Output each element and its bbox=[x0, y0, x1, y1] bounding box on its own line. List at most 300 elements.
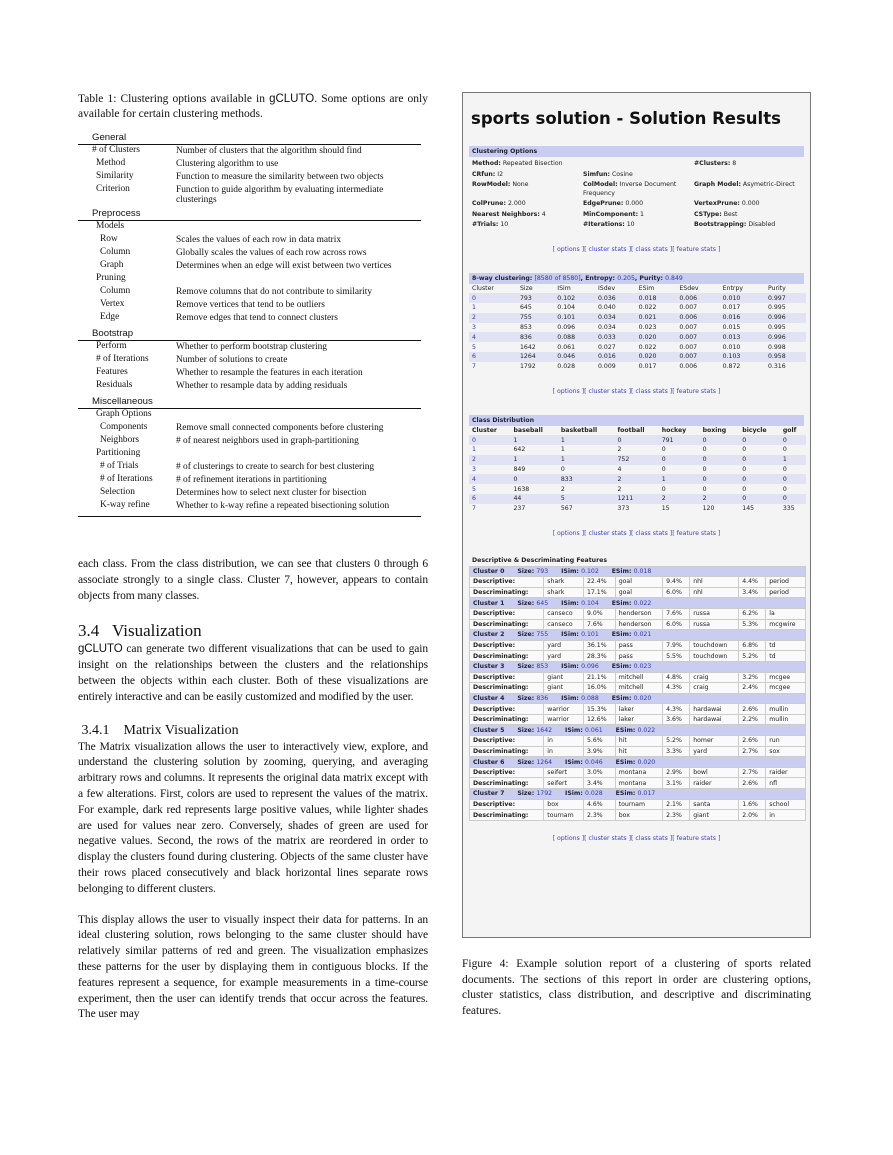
feature-row bbox=[470, 736, 806, 747]
cluster-stats-row bbox=[469, 352, 806, 362]
feature-cell: mcgee bbox=[766, 683, 806, 694]
feature-row-label: Descriminating: bbox=[470, 714, 544, 725]
feature-cell: goal bbox=[615, 577, 662, 588]
option-value: Cosine bbox=[611, 170, 633, 178]
cluster-stats-cell: 0.036 bbox=[595, 293, 636, 303]
feature-cell: in bbox=[544, 736, 584, 747]
class-distribution-cell: 0 bbox=[782, 485, 787, 493]
option-description bbox=[176, 409, 421, 422]
feature-cluster-summary: Cluster 5 Size: 1642 ISim: 0.061 ESim: 0.022 bbox=[470, 725, 806, 736]
cluster-stats-row bbox=[469, 342, 806, 352]
table-row bbox=[78, 409, 421, 422]
cluster-stats-header-row bbox=[469, 284, 806, 294]
feature-row-label: Descriptive: bbox=[470, 608, 544, 619]
feature-cell: 2.0% bbox=[739, 810, 766, 821]
class-distribution-cell: 2 bbox=[560, 485, 565, 493]
option-cell bbox=[583, 200, 694, 209]
paragraph-text: can generate two different visualizations that can be used to gain insight on the relationships between the clusters and the relationships between the objects within each cluster. Both of these visualizations are entirely interactive and can be easily customized and modified by the user. bbox=[78, 643, 428, 703]
paragraph-display: This display allows the user to visually inspect their data for patterns. In an ideal clustering solution, rows belonging to the same cluster should have relatively similar patterns of red and green. The visualization emphasizes these patterns for the user by displaying them in contiguous blocks. If the features represent a sequence, for example measurements in a time-course experiment, then the user can identify trends that occur across the features. The user may bbox=[78, 913, 428, 1021]
table-row bbox=[78, 184, 421, 205]
cluster-stats-cell: 755 bbox=[517, 313, 554, 323]
table-row bbox=[78, 422, 421, 435]
feature-cell: yard bbox=[690, 746, 739, 757]
class-distribution-cell: 4 bbox=[469, 474, 511, 484]
feature-cell: 3.9% bbox=[583, 746, 615, 757]
feature-row bbox=[470, 651, 806, 662]
option-value: 10 bbox=[500, 221, 509, 228]
option-description: # of nearest neighbors used in graph-partitioning bbox=[176, 436, 359, 446]
feature-cell: 2.6% bbox=[739, 736, 766, 747]
option-cell bbox=[583, 171, 804, 180]
class-distribution-cell: 0 bbox=[511, 474, 558, 484]
table-row bbox=[78, 448, 421, 461]
class-distribution-cell: 2 bbox=[469, 455, 511, 465]
feature-cell: 3.0% bbox=[583, 767, 615, 778]
link-class-stats[interactable]: [ class stats ] bbox=[631, 387, 673, 395]
features-table bbox=[469, 566, 806, 821]
section-number: 3.4 bbox=[78, 621, 100, 641]
class-distribution-cell: 1 bbox=[560, 446, 565, 454]
kway-label: 8-way clustering: bbox=[472, 274, 533, 282]
option-name: Column bbox=[100, 286, 131, 296]
feature-cell: giant bbox=[544, 672, 584, 683]
feature-cell: 2.7% bbox=[739, 746, 766, 757]
feature-cell: tournam bbox=[544, 810, 584, 821]
option-cell bbox=[694, 211, 804, 220]
cluster-stats-cell: 0.997 bbox=[765, 293, 806, 303]
option-name: Selection bbox=[100, 487, 135, 497]
purity-label: Purity: bbox=[639, 274, 663, 282]
class-distribution-cell: 1 bbox=[659, 474, 700, 484]
class-distribution-cell: 15 bbox=[661, 505, 670, 513]
option-name: Components bbox=[100, 422, 148, 432]
option-cell bbox=[583, 181, 694, 198]
class-distribution-cell: 2 bbox=[659, 494, 700, 504]
feature-row-label: Descriminating: bbox=[470, 746, 544, 757]
feature-cell: seifert bbox=[544, 778, 584, 789]
feature-row bbox=[470, 704, 806, 715]
class-distribution-cell: 833 bbox=[558, 474, 615, 484]
feature-cell: 5.3% bbox=[739, 619, 766, 630]
table-row bbox=[78, 367, 421, 380]
table-row bbox=[78, 247, 421, 260]
class-distribution-cell: 0 bbox=[780, 494, 806, 504]
cluster-stats-column-header: ISdev bbox=[597, 284, 616, 292]
feature-cell: period bbox=[766, 577, 806, 588]
cluster-stats-column-header: Cluster bbox=[472, 284, 494, 292]
class-distribution-cell: 1211 bbox=[614, 494, 658, 504]
feature-cluster-summary: Cluster 3 Size: 853 ISim: 0.096 ESim: 0.023 bbox=[470, 661, 806, 672]
feature-cell: hit bbox=[615, 736, 662, 747]
feature-cell: canseco bbox=[544, 619, 584, 630]
option-name: Graph bbox=[100, 260, 124, 270]
option-description: Function to measure the similarity between two objects bbox=[176, 172, 384, 182]
cluster-stats-column-header: ISim bbox=[557, 284, 571, 292]
class-distribution-cell: 6 bbox=[469, 494, 511, 504]
option-label: ColPrune: bbox=[472, 200, 506, 207]
feature-cell: pass bbox=[615, 640, 662, 651]
cluster-stats-cell: 5 bbox=[472, 343, 476, 351]
cluster-isim: 0.101 bbox=[581, 631, 599, 639]
features-header: Descriptive & Descriminating Features bbox=[472, 556, 608, 564]
class-distribution-row bbox=[469, 445, 806, 455]
option-name: Pruning bbox=[96, 273, 126, 283]
class-distribution-row bbox=[469, 455, 806, 465]
cluster-stats-cell: 6 bbox=[469, 352, 517, 362]
feature-cell: 2.3% bbox=[663, 810, 690, 821]
cluster-stats-column-header: ESim bbox=[638, 284, 655, 292]
feature-row-label: Descriptive: bbox=[470, 672, 544, 683]
option-description: # of clusterings to create to search for best clustering bbox=[176, 462, 375, 472]
cluster-stats-cell: 0.020 bbox=[636, 352, 677, 362]
feature-cell: 15.3% bbox=[583, 704, 615, 715]
table-row bbox=[78, 312, 421, 325]
subsection-number: 3.4.1 bbox=[81, 722, 110, 738]
link-class-stats[interactable]: [ class stats ] bbox=[631, 834, 673, 842]
option-value: 2.000 bbox=[507, 200, 526, 207]
cluster-name: Cluster 5 bbox=[473, 726, 505, 734]
feature-cell: 5.5% bbox=[663, 651, 690, 662]
option-description bbox=[176, 448, 421, 461]
feature-cell: la bbox=[766, 608, 806, 619]
options-row bbox=[472, 200, 801, 209]
option-name: Similarity bbox=[96, 171, 134, 181]
feature-cell: sox bbox=[766, 746, 806, 757]
class-distribution-cell: 0 bbox=[702, 466, 707, 474]
class-distribution-cell: 237 bbox=[513, 505, 526, 513]
cluster-esim: 0.020 bbox=[637, 758, 656, 766]
class-distribution-column-header: bicycle bbox=[742, 426, 767, 434]
feature-cell: homer bbox=[690, 736, 739, 747]
clustering-options-header: Clustering Options bbox=[469, 146, 804, 157]
report-nav-links bbox=[463, 388, 810, 395]
feature-cell: mullin bbox=[766, 704, 806, 715]
table-row bbox=[78, 354, 421, 367]
feature-row bbox=[470, 587, 806, 598]
feature-cell: 17.1% bbox=[583, 587, 615, 598]
table-row bbox=[78, 474, 421, 487]
option-name: Partitioning bbox=[96, 448, 141, 458]
feature-cell: craig bbox=[690, 672, 739, 683]
report-nav-links bbox=[463, 246, 810, 253]
cluster-stats-cell: 0.028 bbox=[557, 363, 576, 371]
option-description: Clustering algorithm to use bbox=[176, 159, 279, 169]
feature-cell: 9.4% bbox=[663, 577, 690, 588]
option-description: Remove columns that do not contribute to similarity bbox=[176, 287, 373, 297]
link-cluster-stats[interactable]: [ cluster stats ] bbox=[584, 529, 632, 537]
table-row bbox=[78, 286, 421, 299]
cluster-stats-cell: 0.022 bbox=[638, 304, 657, 312]
class-distribution-cell: 7 bbox=[472, 505, 476, 513]
option-description: Remove vertices that tend to be outliers bbox=[176, 300, 325, 310]
cluster-stats-cell: 0.020 bbox=[636, 332, 677, 342]
options-table bbox=[78, 132, 421, 517]
option-description: Whether to k-way refine a repeated bisectioning solution bbox=[176, 501, 390, 511]
option-description: Whether to resample data by adding residuals bbox=[176, 381, 348, 391]
table-row bbox=[78, 380, 421, 393]
feature-cell: russa bbox=[690, 608, 739, 619]
cluster-esim: 0.021 bbox=[633, 631, 652, 639]
feature-cell: 16.0% bbox=[583, 683, 615, 694]
option-name: # of Iterations bbox=[96, 354, 149, 364]
cluster-size: 836 bbox=[536, 694, 549, 702]
class-distribution-cell: 0 bbox=[742, 485, 747, 493]
class-distribution-header: Class Distribution bbox=[469, 415, 804, 426]
class-distribution-row bbox=[469, 504, 806, 514]
feature-row bbox=[470, 778, 806, 789]
feature-cell: box bbox=[615, 810, 662, 821]
cluster-stats-column-header: Purity bbox=[767, 284, 786, 292]
feature-cell: 7.6% bbox=[663, 608, 690, 619]
cluster-stats-cell: 0.027 bbox=[597, 343, 616, 351]
kway-clustering-header: 8-way clustering: [8580 of 8580], Entropy: 0.205, Purity: 0.849 bbox=[469, 273, 804, 284]
cluster-stats-row bbox=[469, 303, 806, 313]
feature-cell: 3.1% bbox=[663, 778, 690, 789]
option-name: Row bbox=[100, 234, 118, 244]
feature-row bbox=[470, 640, 806, 651]
feature-cell: in bbox=[544, 746, 584, 757]
option-name: Features bbox=[96, 367, 128, 377]
link-feature-stats[interactable]: [ feature stats ] bbox=[672, 387, 721, 395]
cluster-stats-cell: 0.040 bbox=[597, 304, 616, 312]
table-row bbox=[78, 487, 421, 500]
option-name: Models bbox=[96, 221, 125, 231]
class-distribution-column-header: golf bbox=[782, 426, 797, 434]
feature-cell: mullin bbox=[766, 714, 806, 725]
feature-cell: 36.1% bbox=[583, 640, 615, 651]
cluster-stats-cell: 836 bbox=[517, 332, 554, 342]
feature-cell: box bbox=[544, 799, 584, 810]
feature-cell: bowl bbox=[690, 767, 739, 778]
option-value: 0.000 bbox=[741, 200, 760, 207]
table-bottom-rule bbox=[78, 516, 421, 517]
feature-cell: nfl bbox=[766, 778, 806, 789]
feature-cell: 6.2% bbox=[739, 608, 766, 619]
feature-cell: tournam bbox=[615, 799, 662, 810]
cluster-isim: 0.102 bbox=[581, 567, 599, 575]
feature-cell: 2.9% bbox=[663, 767, 690, 778]
cluster-stats-cell: 0.007 bbox=[679, 304, 698, 312]
feature-row-label: Descriminating: bbox=[470, 778, 544, 789]
link-feature-stats[interactable]: [ feature stats ] bbox=[672, 529, 721, 537]
subsection-title: Matrix Visualization bbox=[123, 722, 239, 738]
link-cluster-stats[interactable]: [ cluster stats ] bbox=[584, 245, 632, 253]
feature-cell: giant bbox=[544, 683, 584, 694]
feature-cell: yard bbox=[544, 640, 584, 651]
cluster-stats-cell: 0.046 bbox=[554, 352, 595, 362]
feature-row bbox=[470, 608, 806, 619]
cluster-name: Cluster 6 bbox=[473, 758, 505, 766]
option-label: #Trials: bbox=[472, 221, 499, 228]
class-distribution-cell: 335 bbox=[782, 505, 795, 513]
cluster-stats-cell: 0.958 bbox=[765, 352, 806, 362]
cluster-stats-cell: 1792 bbox=[519, 363, 536, 371]
cluster-stats-column-header: Entrpy bbox=[722, 284, 744, 292]
feature-row-label: Descriptive: bbox=[470, 640, 544, 651]
purity-value: 0.849 bbox=[665, 274, 683, 282]
option-label: CRfun: bbox=[472, 170, 496, 178]
option-description: Remove small connected components before clustering bbox=[176, 423, 384, 433]
feature-cell: 3.4% bbox=[583, 778, 615, 789]
feature-cell: yard bbox=[544, 651, 584, 662]
feature-cell: montana bbox=[615, 767, 662, 778]
feature-cell: 6.0% bbox=[663, 587, 690, 598]
cluster-stats-cell: 0.016 bbox=[595, 352, 636, 362]
class-distribution-column-header: football bbox=[617, 426, 645, 434]
feature-cell: hardawai bbox=[690, 714, 739, 725]
cluster-stats-row bbox=[469, 332, 806, 342]
feature-cell: 7.6% bbox=[583, 619, 615, 630]
class-distribution-cell: 2 bbox=[700, 494, 740, 504]
link-feature-stats[interactable]: [ feature stats ] bbox=[672, 834, 721, 842]
option-value: I2 bbox=[497, 170, 504, 178]
table-group-heading: General bbox=[92, 132, 127, 143]
class-distribution-cell: 1 bbox=[511, 435, 558, 445]
option-value: 0.000 bbox=[625, 200, 644, 207]
option-cell bbox=[694, 200, 804, 209]
feature-row-label: Descriminating: bbox=[470, 587, 544, 598]
option-description: Number of clusters that the algorithm should find bbox=[176, 146, 362, 156]
cluster-stats-cell: 0.872 bbox=[722, 363, 741, 371]
table-row bbox=[78, 461, 421, 474]
class-distribution-cell: 752 bbox=[614, 455, 658, 465]
option-name: Column bbox=[100, 247, 131, 257]
options-row bbox=[472, 171, 801, 180]
option-cell bbox=[583, 211, 694, 220]
cluster-stats-cell: 0.016 bbox=[720, 313, 765, 323]
link-cluster-stats[interactable]: [ cluster stats ] bbox=[584, 387, 632, 395]
feature-cell: shark bbox=[544, 587, 584, 598]
feature-cell: 3.2% bbox=[739, 672, 766, 683]
feature-cell: run bbox=[766, 736, 806, 747]
feature-cell: hardawai bbox=[690, 704, 739, 715]
link-class-stats[interactable]: [ class stats ] bbox=[631, 245, 673, 253]
option-value: Repeated Bisection bbox=[502, 160, 563, 167]
class-distribution-header-row bbox=[469, 426, 806, 436]
feature-cell: 6.0% bbox=[663, 619, 690, 630]
option-name: # of Trials bbox=[100, 461, 139, 471]
cluster-size: 645 bbox=[536, 599, 549, 607]
link-options[interactable]: [ options ] bbox=[552, 834, 585, 842]
cluster-stats-cell: 0.006 bbox=[679, 363, 698, 371]
class-distribution-cell: 120 bbox=[702, 505, 715, 513]
feature-cell: 5.2% bbox=[739, 651, 766, 662]
feature-cell: 2.2% bbox=[739, 714, 766, 725]
feature-cell: mitchell bbox=[615, 672, 662, 683]
table-group-heading: Preprocess bbox=[92, 208, 141, 219]
option-description: Determines how to select next cluster for bisection bbox=[176, 488, 367, 498]
feature-cell: raider bbox=[690, 778, 739, 789]
cluster-stats-cell: 0.010 bbox=[722, 343, 741, 351]
feature-cell: montana bbox=[615, 778, 662, 789]
feature-cell: 1.6% bbox=[739, 799, 766, 810]
cluster-stats-cell: 0.015 bbox=[722, 324, 741, 332]
feature-cell: warrior bbox=[544, 704, 584, 715]
option-value: 4 bbox=[541, 210, 546, 218]
class-distribution-cell: 1 bbox=[511, 455, 558, 465]
option-label: #Clusters: bbox=[694, 160, 731, 167]
cluster-name: Cluster 0 bbox=[473, 567, 505, 575]
option-cell bbox=[472, 181, 583, 198]
feature-cell: 3.3% bbox=[663, 746, 690, 757]
link-cluster-stats[interactable]: [ cluster stats ] bbox=[584, 834, 632, 842]
option-name: Vertex bbox=[100, 299, 125, 309]
class-distribution-cell: 0 bbox=[742, 466, 747, 474]
feature-cell: 2.1% bbox=[663, 799, 690, 810]
feature-cell: mitchell bbox=[615, 683, 662, 694]
link-class-stats[interactable]: [ class stats ] bbox=[631, 529, 673, 537]
feature-cell: 21.1% bbox=[583, 672, 615, 683]
cluster-stats-row bbox=[469, 362, 806, 372]
cluster-stats-cell: 0.102 bbox=[554, 293, 595, 303]
caption-text: Table 1: Clustering options available in bbox=[78, 93, 270, 105]
class-distribution-row bbox=[469, 484, 806, 494]
feature-cell: 5.2% bbox=[663, 736, 690, 747]
feature-cell: td bbox=[766, 651, 806, 662]
cluster-stats-cell: 4 bbox=[469, 332, 517, 342]
cluster-stats-cell: 0.101 bbox=[554, 313, 595, 323]
options-row bbox=[472, 211, 801, 220]
feature-cell: giant bbox=[690, 810, 739, 821]
option-name: Graph Options bbox=[96, 409, 152, 419]
class-distribution-cell: 2 bbox=[614, 474, 658, 484]
feature-cell: mcgee bbox=[766, 672, 806, 683]
cluster-esim: 0.020 bbox=[633, 694, 652, 702]
cluster-stats-cell: 645 bbox=[519, 304, 532, 312]
feature-cell: 4.3% bbox=[663, 704, 690, 715]
cluster-stats-cell: 0.995 bbox=[767, 324, 786, 332]
feature-cell: nhl bbox=[690, 577, 739, 588]
cluster-stats-cell: 0.996 bbox=[765, 332, 806, 342]
option-label: ColModel: bbox=[583, 181, 618, 188]
feature-row bbox=[470, 577, 806, 588]
cluster-esim: 0.023 bbox=[633, 663, 652, 671]
link-options[interactable]: [ options ] bbox=[552, 529, 585, 537]
cluster-stats-cell: 1264 bbox=[517, 352, 554, 362]
option-value: 10 bbox=[626, 221, 635, 228]
class-distribution-cell: 0 bbox=[739, 455, 780, 465]
class-distribution-cell: 0 bbox=[780, 435, 806, 445]
feature-cell: 7.9% bbox=[663, 640, 690, 651]
feature-row-label: Descriptive: bbox=[470, 736, 544, 747]
class-distribution-cell: 1 bbox=[558, 435, 615, 445]
report-nav-links bbox=[463, 530, 810, 537]
option-label: CSType: bbox=[694, 210, 722, 218]
class-distribution-row bbox=[469, 494, 806, 504]
option-cell bbox=[472, 160, 694, 169]
cluster-name: Cluster 1 bbox=[473, 599, 505, 607]
option-description: Whether to resample the features in each iteration bbox=[176, 368, 363, 378]
cluster-size: 1264 bbox=[536, 758, 553, 766]
cluster-stats-cell: 0.103 bbox=[720, 352, 765, 362]
link-feature-stats[interactable]: [ feature stats ] bbox=[672, 245, 721, 253]
cluster-size: 853 bbox=[536, 663, 549, 671]
link-options[interactable]: [ options ] bbox=[552, 245, 585, 253]
class-distribution-cell: 567 bbox=[560, 505, 573, 513]
option-description: Function to guide algorithm by evaluating intermediate clusterings bbox=[176, 185, 384, 205]
feature-cell: warrior bbox=[544, 714, 584, 725]
feature-row-label: Descriptive: bbox=[470, 577, 544, 588]
class-distribution-cell: 0 bbox=[661, 485, 666, 493]
cluster-stats-cell: 793 bbox=[517, 293, 554, 303]
feature-row-label: Descriminating: bbox=[470, 683, 544, 694]
class-distribution-cell: 0 bbox=[661, 466, 666, 474]
option-cell bbox=[472, 200, 583, 209]
class-distribution-cell: 0 bbox=[702, 485, 707, 493]
cluster-name: Cluster 7 bbox=[473, 790, 505, 798]
link-options[interactable]: [ options ] bbox=[552, 387, 585, 395]
table-row bbox=[78, 171, 421, 184]
